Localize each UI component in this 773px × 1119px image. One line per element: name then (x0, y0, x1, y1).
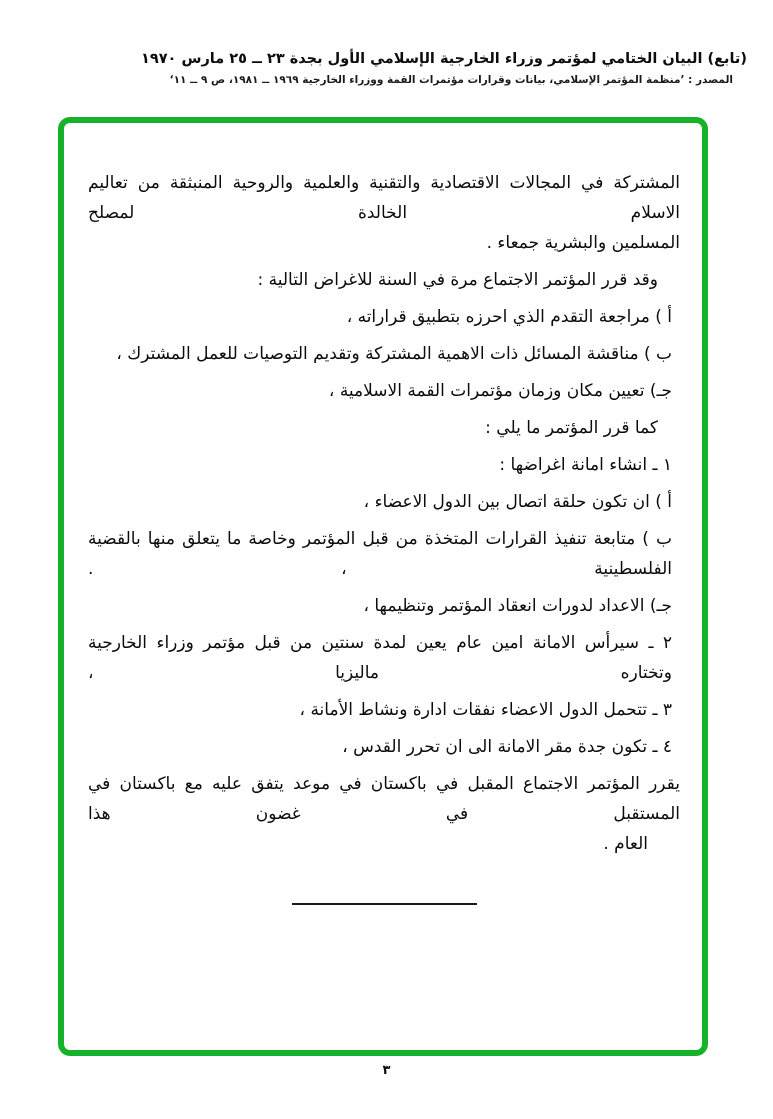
text-line: كما قرر المؤتمر ما يلي : (485, 418, 658, 438)
list-item: جـ) تعيين مكان وزمان مؤتمرات القمة الاسلامية ، (328, 381, 672, 401)
section-divider (292, 903, 477, 905)
list-item: ٣ ـ تتحمل الدول الاعضاء نفقات ادارة ونشاط الأمانة ، (299, 700, 672, 720)
page-number: ٣ (382, 1063, 391, 1078)
list-item: جـ) الاعداد لدورات انعقاد المؤتمر وتنظيمها ، (363, 596, 672, 616)
text-line: وقد قرر المؤتمر الاجتماع مرة في السنة للاغراض التالية : (257, 270, 658, 290)
document-title: (تابع) البيان الختامي لمؤتمر وزراء الخارجية الإسلامي الأول بجدة ٢٣ ــ ٢٥ مارس ١٩٧٠ (141, 51, 747, 67)
text-line: المشتركة في المجالات الاقتصادية والتقنية والعلمية والروحية المنبثقة من تعاليم الاسلام الخالدة لمصلح (88, 173, 680, 223)
list-item: أ ) مراجعة التقدم الذي احرزه بتطبيق قراراته ، (346, 307, 672, 327)
source-citation: المصدر : ’منظمة المؤتمر الإسلامي، بيانات وقرارات مؤتمرات القمة ووزراء الخارجية ١٩٦٩ ــ ١٩٨١، ص ٩ ــ ١١‘ (169, 74, 733, 86)
highlight-frame (58, 117, 708, 1056)
list-item: ٤ ـ تكون جدة مقر الامانة الى ان تحرر القدس ، (342, 737, 672, 757)
list-item: ٢ ـ سيرأس الامانة امين عام يعين لمدة سنتين من قبل مؤتمر وزراء الخارجية وتختاره ماليزيا ، (88, 633, 672, 683)
text-line: العام . (603, 834, 648, 854)
text-line: المسلمين والبشرية جمعاء . (486, 233, 680, 253)
list-item: ب ) متابعة تنفيذ القرارات المتخذة من قبل المؤتمر وخاصة ما يتعلق منها بالقضية الفلسطينية ، . (88, 529, 672, 579)
list-item: ١ ـ انشاء امانة اغراضها : (499, 455, 672, 475)
list-item: ب ) مناقشة المسائل ذات الاهمية المشتركة وتقديم التوصيات للعمل المشترك ، (116, 344, 672, 364)
page-header (90, 48, 747, 86)
list-item: أ ) ان تكون حلقة اتصال بين الدول الاعضاء ، (363, 492, 672, 512)
text-line: يقرر المؤتمر الاجتماع المقبل في باكستان في موعد يتفق عليه مع باكستان في المستقبل في غضون هذا (88, 774, 680, 824)
